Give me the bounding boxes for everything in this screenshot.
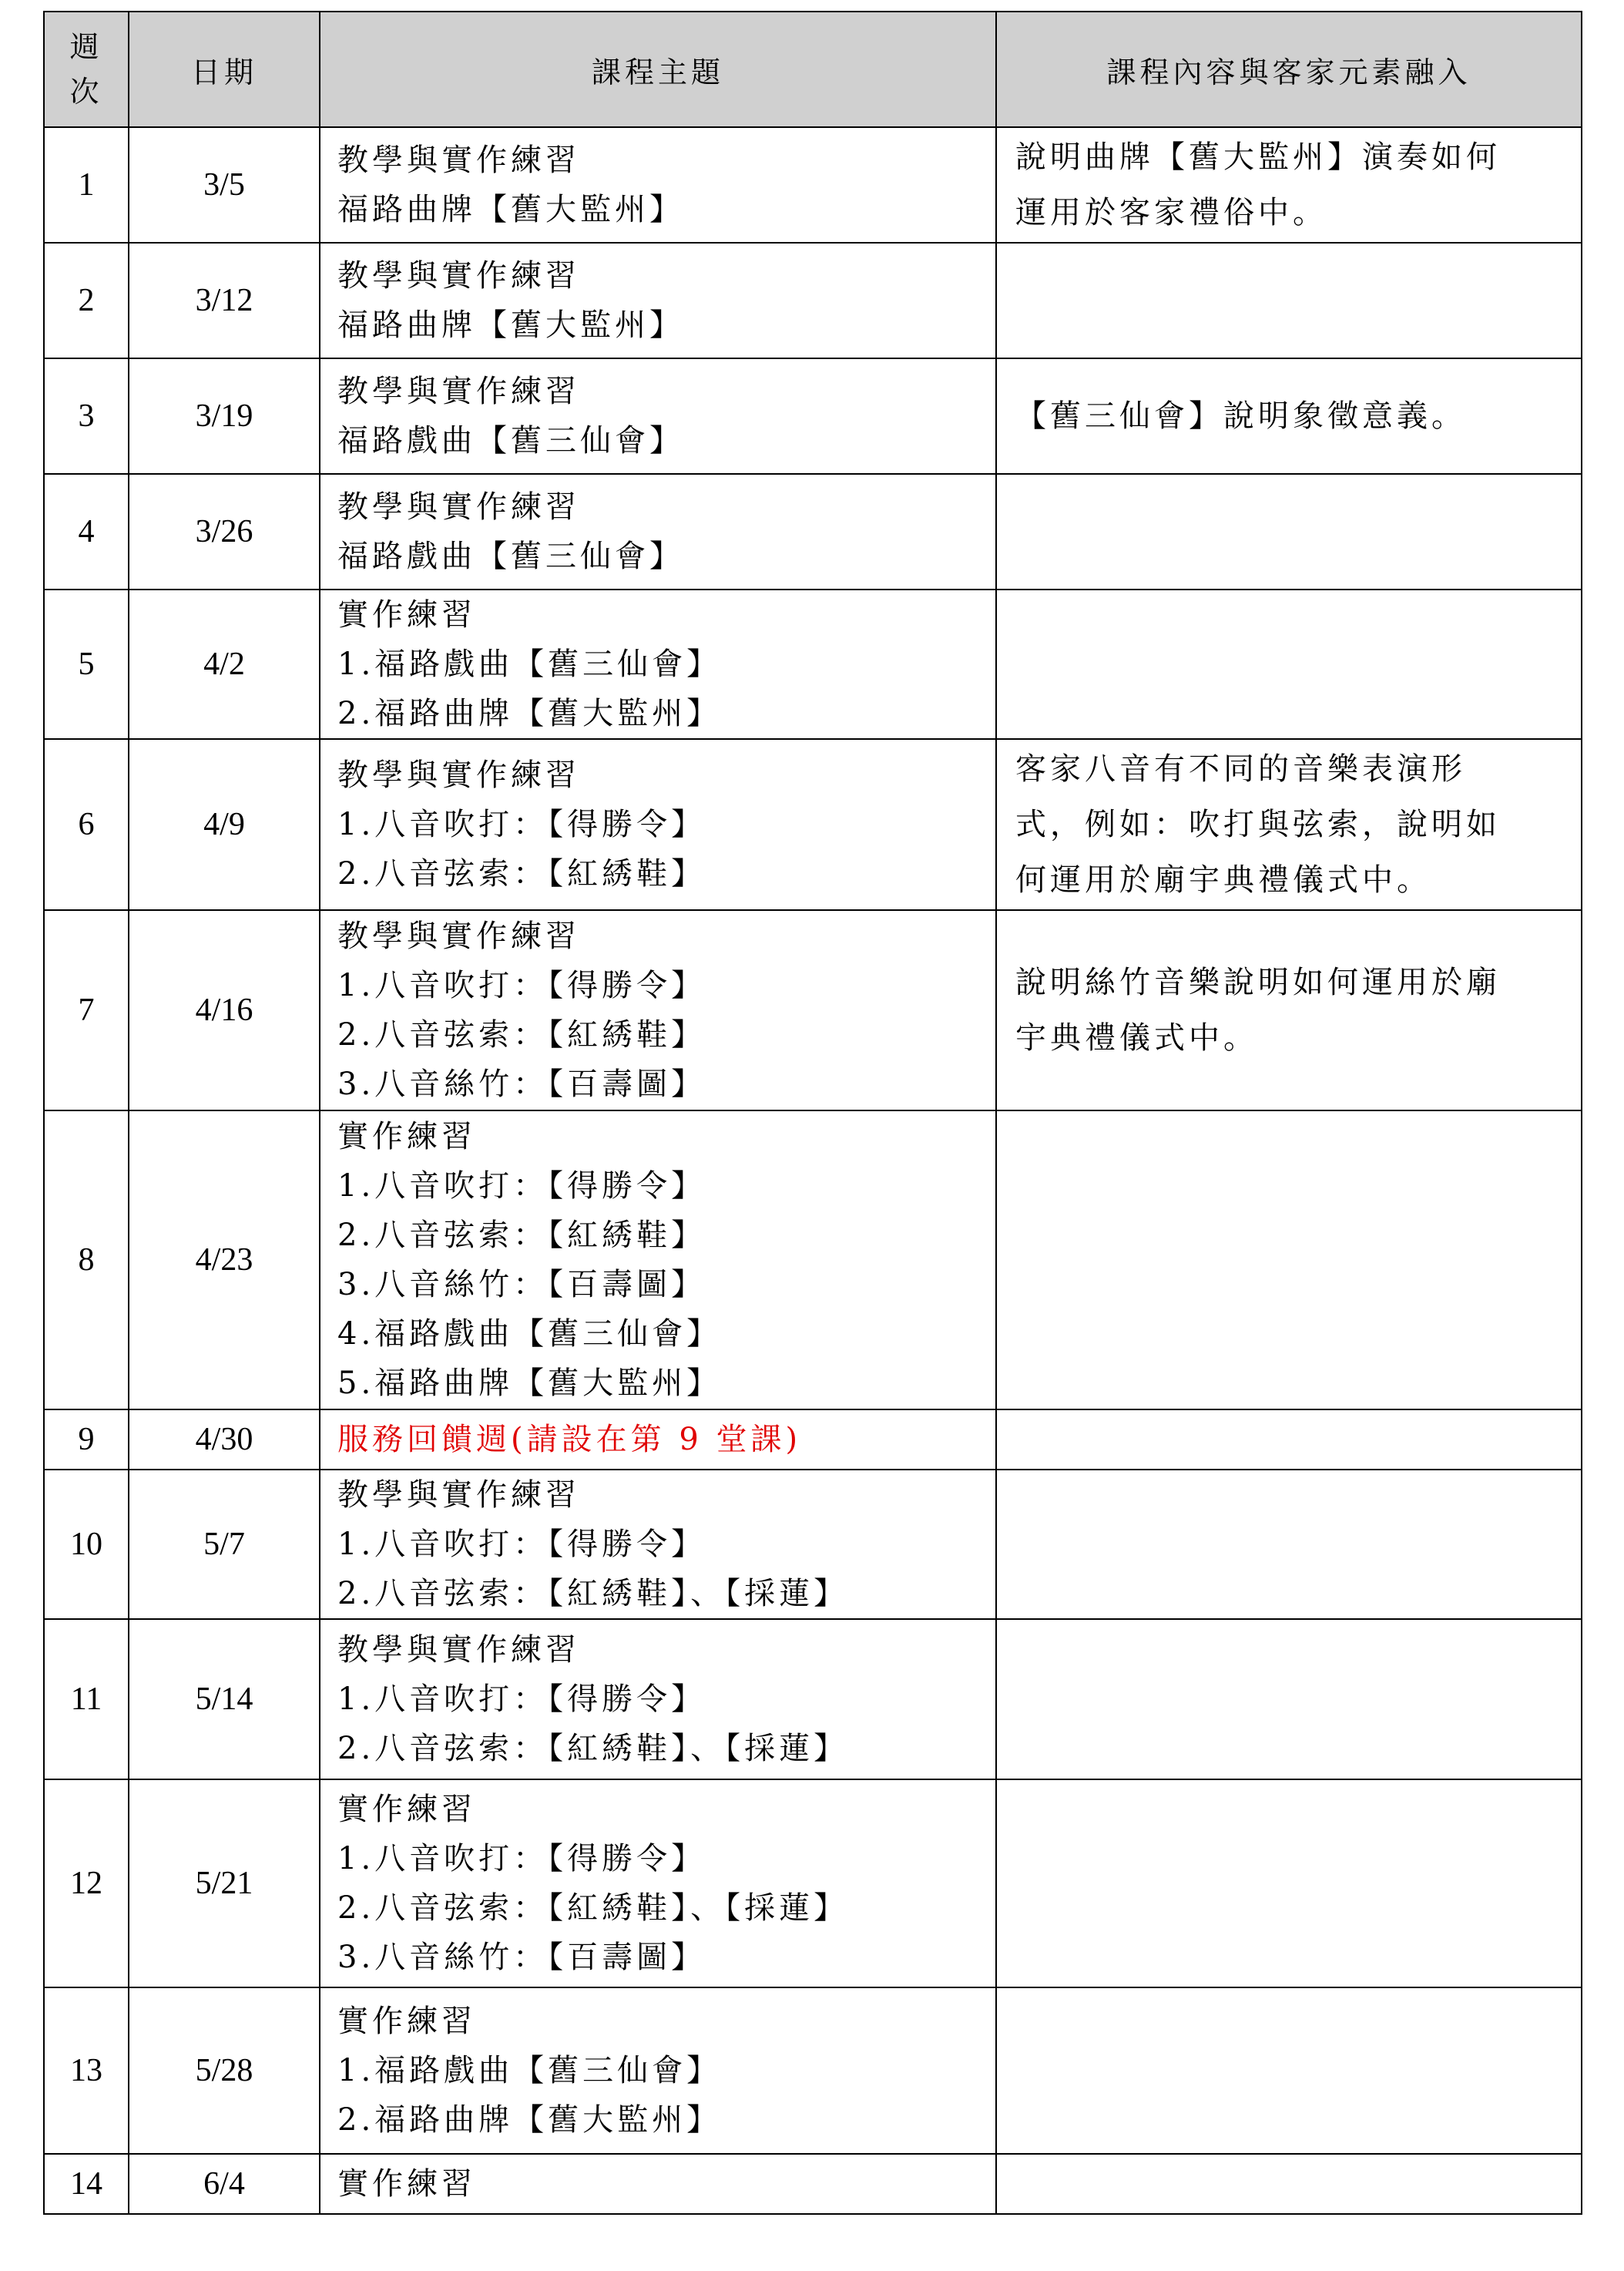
topic-cell xyxy=(320,2154,996,2214)
date-cell: 5/21 xyxy=(129,1779,320,1987)
topic-line: 福路戲曲【舊三仙會】 xyxy=(337,539,684,574)
table-row xyxy=(44,474,1582,590)
week-cell: 3 xyxy=(44,358,129,474)
content-line: 運用於客家禮俗中。 xyxy=(1015,195,1327,230)
topic-line: 3.八音絲竹：【百壽圖】 xyxy=(337,1067,706,1102)
week-cell: 12 xyxy=(44,1779,129,1987)
header-topic: 課程主題 xyxy=(320,12,996,127)
week-cell: 6 xyxy=(44,739,129,910)
course-schedule-table xyxy=(43,11,1582,2215)
date-cell: 4/30 xyxy=(129,1409,320,1470)
topic-line: 實作練習 xyxy=(337,1119,476,1154)
table-row xyxy=(44,1779,1582,1987)
topic-line: 2.八音弦索：【紅綉鞋】 xyxy=(337,856,706,892)
table-row xyxy=(44,739,1582,910)
topic-line: 教學與實作練習 xyxy=(337,258,580,294)
topic-line: 1.八音吹打：【得勝令】 xyxy=(337,807,706,842)
week-cell: 10 xyxy=(44,1470,129,1619)
date-cell: 4/9 xyxy=(129,739,320,910)
table-row xyxy=(44,1987,1582,2154)
table-row xyxy=(44,243,1582,358)
date-cell: 5/7 xyxy=(129,1470,320,1619)
topic-line: 2.八音弦索：【紅綉鞋】、【採蓮】 xyxy=(337,1890,849,1926)
content-cell xyxy=(996,243,1582,358)
content-cell xyxy=(996,2154,1582,2214)
topic-line: 3.八音絲竹：【百壽圖】 xyxy=(337,1940,706,1975)
topic-line: 1.八音吹打：【得勝令】 xyxy=(337,1681,706,1717)
topic-line: 福路戲曲【舊三仙會】 xyxy=(337,423,684,459)
table-row xyxy=(44,1409,1582,1470)
table-row xyxy=(44,910,1582,1110)
content-line: 【舊三仙會】說明象徵意義。 xyxy=(1015,398,1466,434)
content-line: 說明曲牌【舊大監州】演奏如何 xyxy=(1015,139,1501,175)
table-header xyxy=(44,12,1582,127)
week-cell: 9 xyxy=(44,1409,129,1470)
content-cell xyxy=(996,127,1582,243)
content-cell xyxy=(996,1110,1582,1409)
topic-line: 1.八音吹打：【得勝令】 xyxy=(337,1527,706,1562)
topic-line: 實作練習 xyxy=(337,2004,476,2039)
date-cell: 5/14 xyxy=(129,1619,320,1779)
header-date: 日期 xyxy=(129,12,320,127)
week-cell: 1 xyxy=(44,127,129,243)
date-cell: 3/12 xyxy=(129,243,320,358)
week-cell: 4 xyxy=(44,474,129,590)
table-row xyxy=(44,2154,1582,2214)
date-cell: 4/23 xyxy=(129,1110,320,1409)
topic-line: 2.福路曲牌【舊大監州】 xyxy=(337,2102,722,2138)
date-cell: 4/16 xyxy=(129,910,320,1110)
table-row xyxy=(44,358,1582,474)
content-cell xyxy=(996,1987,1582,2154)
topic-line: 2.八音弦索：【紅綉鞋】 xyxy=(337,1017,706,1053)
week-cell: 2 xyxy=(44,243,129,358)
date-cell: 6/4 xyxy=(129,2154,320,2214)
date-cell: 4/2 xyxy=(129,590,320,739)
topic-line: 1.八音吹打：【得勝令】 xyxy=(337,968,706,1003)
topic-line: 教學與實作練習 xyxy=(337,758,580,793)
date-cell: 3/19 xyxy=(129,358,320,474)
topic-cell xyxy=(320,1110,996,1409)
table-row xyxy=(44,1619,1582,1779)
topic-line: 教學與實作練習 xyxy=(337,143,580,178)
week-cell: 11 xyxy=(44,1619,129,1779)
date-cell: 3/5 xyxy=(129,127,320,243)
topic-cell xyxy=(320,1987,996,2154)
table-row xyxy=(44,1110,1582,1409)
table-row xyxy=(44,127,1582,243)
header-week-line1: 週 xyxy=(69,30,103,64)
header-week xyxy=(44,12,129,127)
topic-line: 2.福路曲牌【舊大監州】 xyxy=(337,696,722,731)
week-cell: 7 xyxy=(44,910,129,1110)
topic-line: 1.八音吹打：【得勝令】 xyxy=(337,1168,706,1204)
content-cell xyxy=(996,590,1582,739)
topic-cell xyxy=(320,1470,996,1619)
topic-cell xyxy=(320,910,996,1110)
topic-line: 5.福路曲牌【舊大監州】 xyxy=(337,1366,722,1401)
week-cell: 5 xyxy=(44,590,129,739)
topic-cell xyxy=(320,1409,996,1470)
topic-line: 教學與實作練習 xyxy=(337,919,580,954)
topic-cell xyxy=(320,739,996,910)
content-cell xyxy=(996,1409,1582,1470)
content-cell xyxy=(996,1470,1582,1619)
topic-line: 2.八音弦索：【紅綉鞋】、【採蓮】 xyxy=(337,1576,849,1611)
week-cell: 13 xyxy=(44,1987,129,2154)
topic-cell xyxy=(320,358,996,474)
topic-line: 實作練習 xyxy=(337,2166,476,2202)
topic-line: 教學與實作練習 xyxy=(337,1477,580,1513)
topic-line: 實作練習 xyxy=(337,1792,476,1827)
topic-line: 1.福路戲曲【舊三仙會】 xyxy=(337,647,722,682)
topic-line: 教學與實作練習 xyxy=(337,489,580,525)
topic-line: 服務回饋週(請設在第 9 堂課) xyxy=(337,1422,802,1457)
topic-line: 2.八音弦索：【紅綉鞋】 xyxy=(337,1218,706,1253)
week-cell: 8 xyxy=(44,1110,129,1409)
topic-cell xyxy=(320,1619,996,1779)
content-line: 客家八音有不同的音樂表演形 xyxy=(1015,751,1466,787)
content-line: 說明絲竹音樂說明如何運用於廟 xyxy=(1015,965,1501,1000)
topic-line: 福路曲牌【舊大監州】 xyxy=(337,307,684,343)
topic-line: 1.福路戲曲【舊三仙會】 xyxy=(337,2053,722,2088)
content-cell xyxy=(996,474,1582,590)
topic-line: 2.八音弦索：【紅綉鞋】、【採蓮】 xyxy=(337,1731,849,1766)
content-cell xyxy=(996,910,1582,1110)
topic-line: 4.福路戲曲【舊三仙會】 xyxy=(337,1316,722,1352)
content-line: 宇典禮儀式中。 xyxy=(1015,1020,1258,1056)
content-line: 何運用於廟宇典禮儀式中。 xyxy=(1015,862,1431,898)
content-cell xyxy=(996,358,1582,474)
topic-cell xyxy=(320,243,996,358)
topic-line: 教學與實作練習 xyxy=(337,374,580,409)
date-cell: 3/26 xyxy=(129,474,320,590)
topic-line: 福路曲牌【舊大監州】 xyxy=(337,192,684,227)
topic-line: 3.八音絲竹：【百壽圖】 xyxy=(337,1267,706,1302)
header-week-line2: 次 xyxy=(69,75,103,109)
content-cell xyxy=(996,1619,1582,1779)
header-content: 課程內容與客家元素融入 xyxy=(996,12,1582,127)
content-cell xyxy=(996,1779,1582,1987)
table-row xyxy=(44,1470,1582,1619)
topic-cell xyxy=(320,1779,996,1987)
topic-line: 1.八音吹打：【得勝令】 xyxy=(337,1841,706,1876)
table-body xyxy=(44,127,1582,2214)
week-cell: 14 xyxy=(44,2154,129,2214)
topic-cell xyxy=(320,590,996,739)
topic-line: 教學與實作練習 xyxy=(337,1632,580,1668)
topic-cell xyxy=(320,474,996,590)
content-line: 式，例如：吹打與弦索，說明如 xyxy=(1015,807,1501,842)
topic-cell xyxy=(320,127,996,243)
date-cell: 5/28 xyxy=(129,1987,320,2154)
header-row xyxy=(44,12,1582,127)
content-cell xyxy=(996,739,1582,910)
table-row xyxy=(44,590,1582,739)
topic-line: 實作練習 xyxy=(337,597,476,633)
